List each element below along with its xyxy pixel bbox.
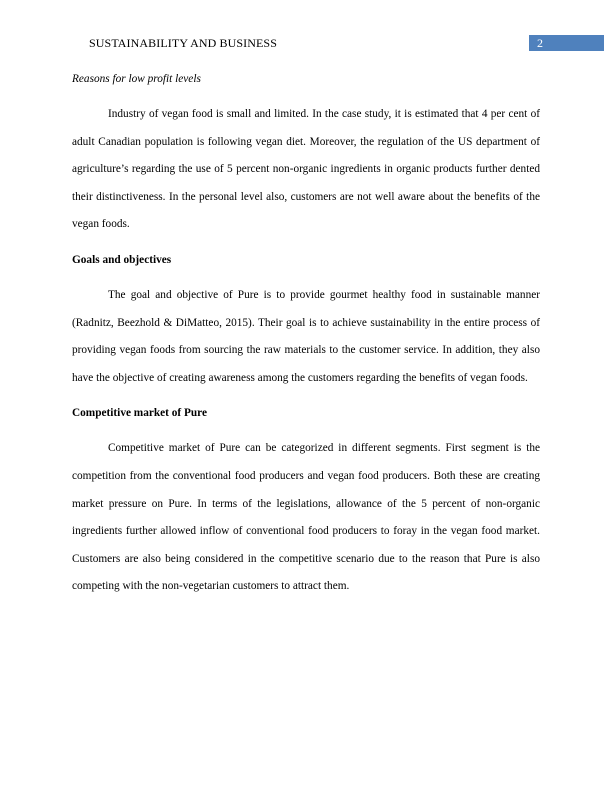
page-number-bar [529,35,604,51]
section-reasons-low-profit [72,68,540,239]
document-body [72,68,540,601]
section-paragraph: Industry of vegan food is small and limited. In the case study, it is estimated that 4 per cent of adult Canadian population is following vegan diet. Moreover, the regulation of the US department of agriculture’s regarding the use of 5 percent non-organic ingredients in organic products further dented their distinctiveness. In the personal level also, customers are not well aware about the benefits of the vegan foods. [72,108,540,231]
running-head: SUSTAINABILITY AND BUSINESS [89,36,277,50]
section-paragraph: Competitive market of Pure can be categorized in different segments. First segment is the competition from the conventional food producers and vegan food producers. Both these are creating market pressure on Pure. In terms of the legislations, allowance of the 5 percent of non-organic ingredients further allowed inflow of conventional food producers to foray in the vegan food market. Customers are also being considered in the competitive scenario due to the reason that Pure is also competing with the non-vegetarian customers to attract them. [72,442,540,593]
section-heading: Competitive market of Pure [72,407,207,420]
section-goals-objectives [72,249,540,392]
page-number: 2 [537,36,543,50]
section-paragraph: The goal and objective of Pure is to provide gourmet healthy food in sustainable manner (Radnitz, Beezhold & DiMatteo, 2015). Their goal is to achieve sustainability in the entire process of providing vegan foods from sourcing the raw materials to the customer service. In addition, they also have the objective of creating awareness among the customers regarding the benefits of vegan foods. [72,288,540,384]
section-heading: Goals and objectives [72,253,172,266]
section-competitive-market [72,402,540,601]
section-heading: Reasons for low profit levels [72,73,201,85]
